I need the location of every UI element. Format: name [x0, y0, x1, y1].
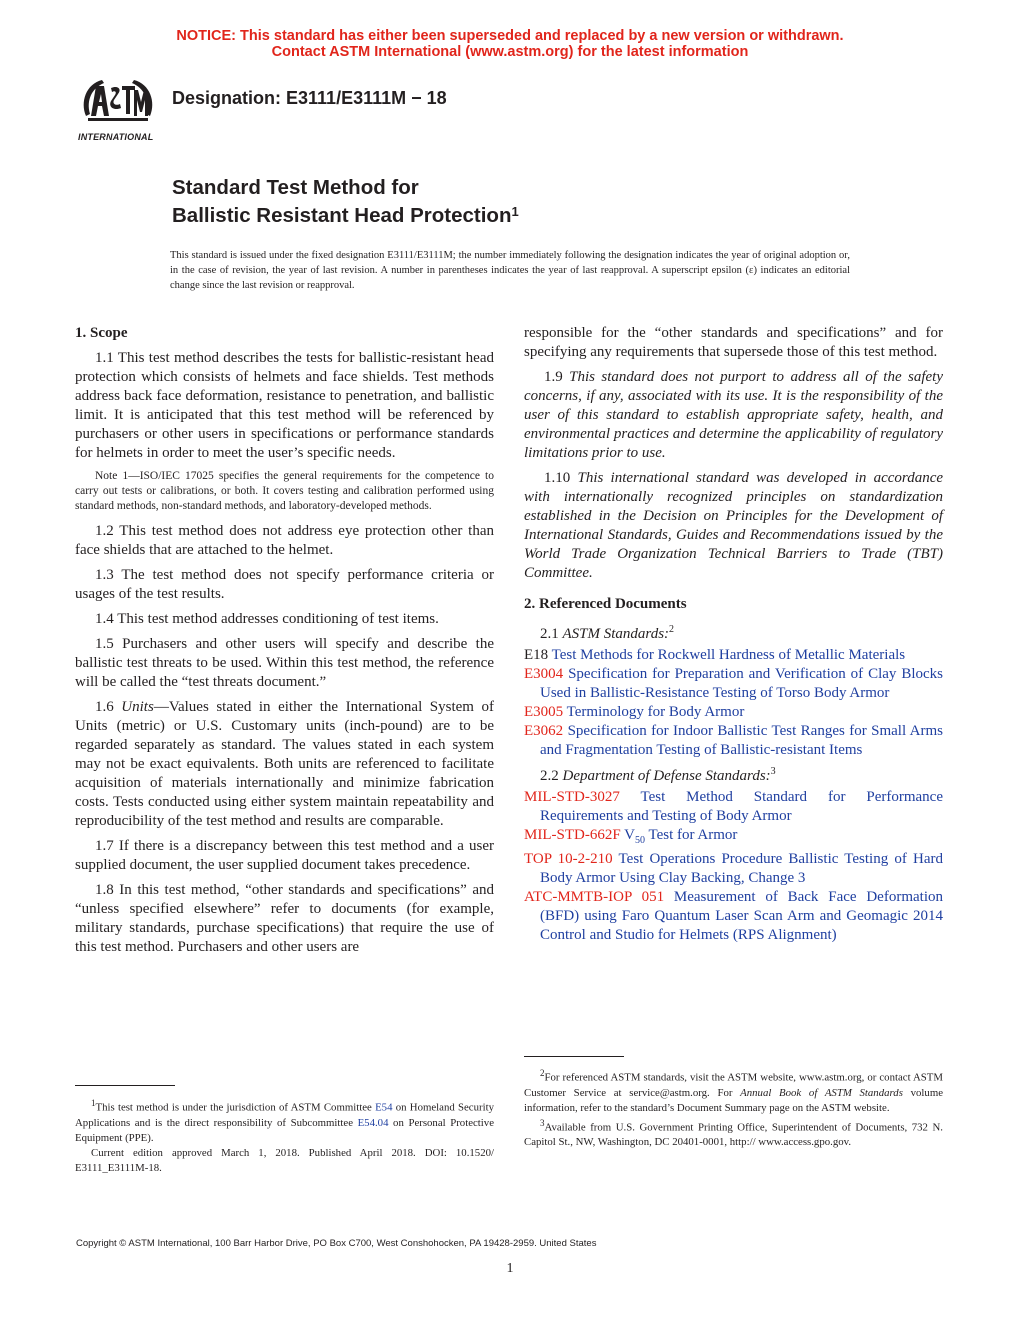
ref-code[interactable]: MIL-STD-662F	[524, 827, 621, 843]
footnote-1-edition: Current edition approved March 1, 2018. Published April 2018. DOI: 10.1520/ E3111_E3111M-18.	[75, 1146, 494, 1174]
dod-label: Department of Defense Standards:	[562, 768, 771, 784]
ref-title-v: V	[624, 827, 635, 843]
footnote-1-mark: 1	[91, 1098, 96, 1108]
ref-title[interactable]: Test Operations Procedure Ballistic Testing of Hard Body Armor Using Clay Backing, Change 3	[540, 851, 943, 886]
ref-title-rest: Test for Armor	[645, 827, 738, 843]
astm-logo	[74, 76, 162, 142]
footnote-rule-right	[524, 1056, 624, 1057]
p1-10-number: 1.10	[544, 470, 578, 486]
p1-9-text: This standard does not purport to address all of the safety concerns, if any, associated with its use. It is the responsibility of the user of this standard to establish appropriate safety, health, and environmental practices and determine the applicability of regulatory limitations prior to use.	[524, 369, 944, 461]
ref-title[interactable]	[624, 827, 738, 846]
ref-code[interactable]: E3004	[524, 666, 564, 682]
paragraph-1-8-continued: responsible for the “other standards and specifications” and for specifying any requirements that supersede those of this test method.	[524, 325, 943, 360]
paragraph-1-7: 1.7 If there is a discrepancy between this test method and a user supplied document, the user supplied document takes precedence.	[75, 838, 494, 873]
title-footnote-mark: 1	[511, 204, 519, 219]
designation: Designation: E3111/E3111M − 18	[172, 88, 447, 108]
ref-code[interactable]: E18	[524, 647, 549, 663]
footnote-2-mark: 2	[540, 1068, 545, 1078]
document-title	[172, 174, 519, 230]
ref-title[interactable]: Test Methods for Rockwell Hardness of Metallic Materials	[551, 647, 906, 663]
ref-e3005[interactable]	[524, 703, 943, 722]
ref-code[interactable]: TOP 10-2-210	[524, 851, 613, 867]
refdocs-heading: 2. Referenced Documents	[524, 596, 687, 612]
paragraph-1-2: 1.2 This test method does not address eye protection other than face shields that are attached to the helmet.	[75, 523, 494, 558]
page-number: 1	[506, 1261, 514, 1276]
left-column	[75, 324, 494, 963]
p1-9-number: 1.9	[544, 369, 570, 385]
dod-standards-label	[524, 762, 943, 786]
paragraph-1-1: 1.1 This test method describes the tests for ballistic-resistant head protection which consists of helmets and face shields. Test methods address back face deformation, resistance to penetration, and ballistic limit. It is anticipated that this test method will be referenced by purchasers or other users in specifications or performance standards for helmets in order to meet the user’s specific needs.	[75, 350, 494, 461]
astm-num: 2.1	[540, 626, 563, 642]
ref-mil-std-662f[interactable]	[524, 826, 943, 850]
ref-code[interactable]: E3005	[524, 704, 564, 720]
ref-title[interactable]: Specification for Preparation and Verification of Clay Blocks Used in Ballistic-Resistance Testing of Torso Body Armor	[540, 666, 943, 701]
ref-top-10-2-210[interactable]	[524, 850, 943, 888]
intro-paragraph: This standard is issued under the fixed designation E3111/E3111M; the number immediately following the designation indicates the year of original adoption or, in the case of revision, the year of last revision. A number in parentheses indicates the year of last reapproval. A superscript epsilon (ε) indicates an editorial change since the last revision or reapproval.	[170, 250, 850, 291]
ref-title[interactable]: Terminology for Body Armor	[566, 704, 745, 720]
footnote-1-text	[75, 1096, 494, 1146]
fn3-text: Available from U.S. Government Printing Office, Superintendent of Documents, 732 N. Capitol St., NW, Washington, DC 20401-0001, http:// www.access.gpo.gov.	[524, 1121, 943, 1149]
dod-num: 2.2	[540, 768, 563, 784]
p1-6-number: 1.6	[95, 699, 122, 715]
ref-atc-mmtb-iop-051[interactable]	[524, 888, 943, 945]
paragraph-1-5: 1.5 Purchasers and other users will specify and describe the ballistic test threats to be used. Within this test method, the reference will be called the “test threats document.”	[75, 636, 494, 690]
scope-heading: 1. Scope	[75, 325, 128, 341]
ref-title[interactable]: Specification for Indoor Ballistic Test Ranges for Small Arms and Fragmentation Testing of Ballistic-resistant Items	[540, 723, 944, 758]
ref-title-sub: 50	[635, 835, 645, 846]
ref-e3004[interactable]	[524, 665, 943, 703]
fn2-a: For referenced ASTM standards, visit the ASTM website, www.astm.org, or contact ASTM Customer Service at service@astm.org. For	[524, 1071, 943, 1099]
subcommittee-e54-04-link[interactable]: E54.04	[357, 1116, 389, 1129]
logo-text: INTERNATIONAL	[78, 132, 154, 142]
paragraph-1-9	[524, 368, 943, 463]
astm-label: ASTM Standards:	[562, 626, 670, 642]
committee-e54-link[interactable]: E54	[375, 1101, 393, 1114]
fn1-b: on Homeland Security Applications and is the direct responsibility of Subcommittee	[75, 1101, 494, 1129]
title-line-2-text: Ballistic Resistant Head Protection	[172, 204, 512, 227]
p1-6-units: Units	[121, 699, 154, 715]
footnote-3-mark: 3	[540, 1117, 545, 1128]
paragraph-1-4: 1.4 This test method addresses conditioning of test items.	[95, 611, 439, 627]
fn1-a: This test method is under the jurisdiction of ASTM Committee	[95, 1101, 376, 1114]
dod-footnote-mark: 3	[770, 766, 776, 777]
paragraph-1-8: 1.8 In this test method, “other standards and specifications” and “unless specified elsewhere” refer to documents (for example, military standards, purchase specifications) that require the use of this test method. Purchasers and other users are	[75, 882, 494, 955]
right-column	[524, 324, 943, 945]
ref-e18[interactable]	[524, 646, 943, 665]
ref-title[interactable]: Test Method Standard for Performance Requirements and Testing of Body Armor	[540, 789, 943, 824]
astm-footnote-mark: 2	[669, 624, 675, 635]
fn2-em: Annual Book of ASTM Standards	[740, 1086, 903, 1099]
paragraph-1-3: 1.3 The test method does not specify performance criteria or usages of the test results.	[75, 567, 494, 602]
footnote-1	[75, 1096, 494, 1176]
astm-standards-label	[524, 620, 943, 644]
title-line-2	[172, 202, 519, 230]
ref-title[interactable]: Measurement of Back Face Deformation (BFD) using Faro Quantum Laser Scan Arm and Geomagic 2014 Control and Studio for Helmets (RPS Alignment)	[540, 889, 943, 943]
paragraph-1-6	[75, 698, 494, 831]
title-line-1: Standard Test Method for	[172, 176, 419, 199]
footnotes-right	[524, 1066, 943, 1150]
ref-code[interactable]: ATC-MMTB-IOP 051	[524, 889, 665, 905]
ref-e3062[interactable]	[524, 722, 943, 760]
footnote-3	[524, 1116, 943, 1151]
ref-code[interactable]: E3062	[524, 723, 564, 739]
ref-code[interactable]: MIL-STD-3027	[524, 789, 620, 805]
copyright: Copyright © ASTM International, 100 Barr Harbor Drive, PO Box C700, West Conshohocken, PA 19428-2959. United States	[76, 1238, 597, 1249]
footnote-2	[524, 1066, 943, 1116]
notice-line-1: NOTICE: This standard has either been superseded and replaced by a new version or withdrawn.	[176, 28, 844, 44]
footnote-rule-left	[75, 1085, 175, 1086]
fn2-b: volume information, refer to the standard’s Document Summary page on the ASTM website.	[524, 1086, 944, 1114]
note-1: Note 1—ISO/IEC 17025 specifies the general requirements for the competence to carry out tests or calibrations, or both. It covers testing and calibration performed using standard methods, non-standard methods, and laboratory-developed methods.	[75, 470, 494, 512]
notice-line-2: Contact ASTM International (www.astm.org) for the latest information	[271, 44, 749, 60]
ref-mil-std-3027[interactable]	[524, 788, 943, 826]
paragraph-1-10	[524, 469, 943, 583]
fn1-c: on Personal Protective Equipment (PPE).	[75, 1116, 494, 1144]
p1-10-text: This international standard was developed in accordance with internationally recognized principles on standardization established in the Decision on Principles for the Development of International Standards, Guides and Recommendations issued by the World Trade Organization Technical Barriers to Trade (TBT) Committee.	[524, 470, 944, 581]
p1-6-text: —Values stated in either the International System of Units (metric) or U.S. Customary units (inch-pound) are to be regarded separately as standard. The values stated in each system may not be exact equivalents. Both units are referenced to facilitate acquisition of materials internationally and minimize fabrication costs. Tests conducted using either system maintain repeatability and reproducibility of the test method and results are comparable.	[75, 699, 495, 829]
